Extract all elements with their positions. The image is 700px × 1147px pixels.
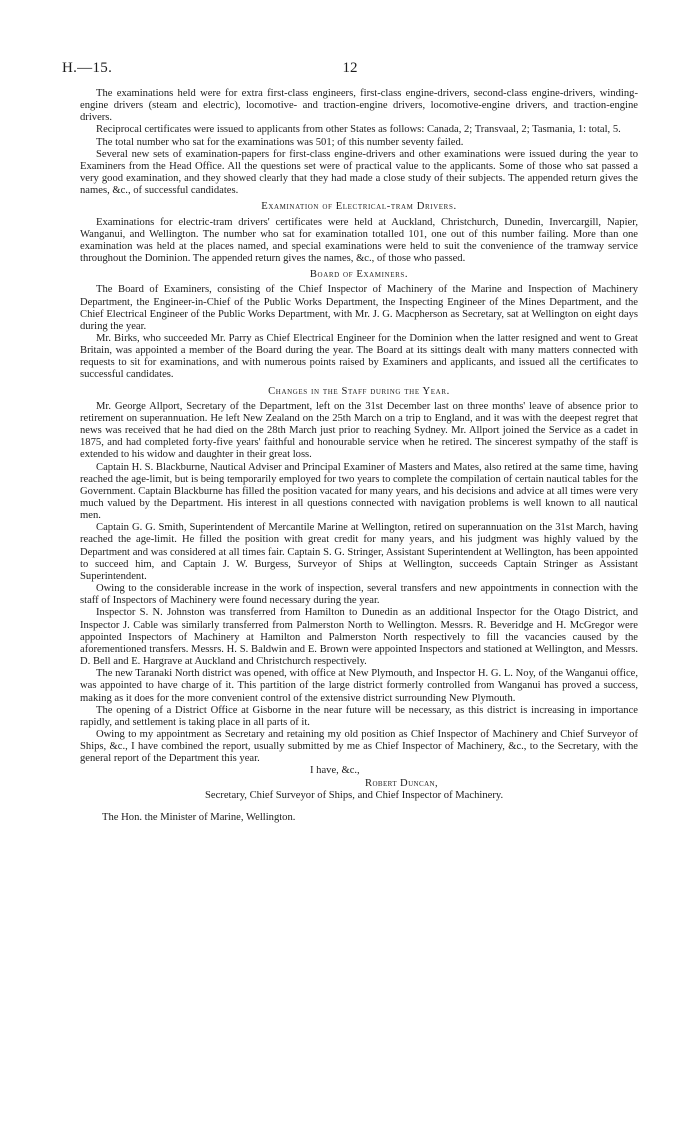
report-body: [80, 88, 638, 824]
paragraph: Examinations for electric-tram drivers' certificates were held at Auckland, Christchurch, Dunedin, Invercargill, Napier, Wanganui, and Wellington. The number who sat for examination totalled 101, one out of this number failing. More than one examination was held at the places named, and special examinations were held to suit the convenience of the tramway service throughout the Dominion. The appended return gives the names, &c., of those who passed.: [80, 216, 638, 265]
paragraph: The examinations held were for extra first-class engineers, first-class engine-drivers, second-class engine-drivers, winding-engine drivers (steam and electric), locomotive- and traction-engine drivers, locomotive-engine drivers, and traction-engine drivers.: [80, 88, 638, 124]
paragraph: Inspector S. N. Johnston was transferred from Hamilton to Dunedin as an additional Inspector for the Otago District, and Inspector J. Cable was similarly transferred from Palmerston North to Wellington. Messrs. R. Beveridge and H. McGregor were appointed Inspectors of Machinery at Hamilton and Palmerston North respectively to fill the vacancies caused by the aforementioned transfers. Messrs. H. S. Baldwin and E. Brown were appointed Inspectors and stationed at Wellington, and Messrs. D. Bell and E. Hargrave at Auckland and Christchurch respectively.: [80, 607, 638, 668]
signature-name: Robert Duncan,: [365, 777, 439, 789]
signature-title: Secretary, Chief Surveyor of Ships, and Chief Inspector of Machinery.: [205, 789, 504, 801]
page-number: 12: [342, 60, 358, 76]
section-heading-tram-drivers: Examination of Electrical-tram Drivers.: [261, 201, 457, 213]
parliamentary-paper-reference: H.—15.: [62, 60, 113, 76]
paragraph: Owing to the considerable increase in the work of inspection, several transfers and new appointments in connection with the staff of Inspectors of Machinery were found necessary during the year.: [80, 583, 638, 607]
paragraph: The opening of a District Office at Gisborne in the near future will be necessary, as this district is increasing in importance rapidly, and settlement is taking place in all parts of it.: [80, 704, 638, 728]
letter-closing: I have, &c.,: [310, 765, 360, 777]
paragraph: The Board of Examiners, consisting of the Chief Inspector of Machinery of the Marine and Inspection of Machinery Department, the Engineer-in-Chief of the Public Works Department, the Inspecting Engineer of the Mines Department, and the Chief Electrical Engineer of the Public Works Department, with Mr. J. G. Macpherson as Secretary, sat at Wellington on eight days during the year.: [80, 284, 638, 332]
section-heading-board-of-examiners: Board of Examiners.: [309, 269, 409, 281]
paragraph: Mr. George Allport, Secretary of the Department, left on the 31st December last on three months' leave of absence prior to retirement on superannuation. He left New Zealand on the 25th March on a trip to England, and it was with the deepest regret that news was received that he had died on the 28th March just prior to reaching Sydney. Mr. Allport joined the Service as a cadet in 1875, and had completed forty-five years' faithful and honourable service when he retired. The sincerest sympathy of the staff is extended to his widow and daughter in their great loss.: [80, 400, 638, 461]
paragraph: Captain G. G. Smith, Superintendent of Mercantile Marine at Wellington, retired on superannuation on the 31st March, having reached the age-limit. He filled the position with great credit for many years, and his judgment was highly valued by the Department and was considered at all times fair. Captain S. G. Stringer, Assistant Superintendent at Wellington, has been appointed to succeed him, and Captain J. W. Burgess, Surveyor of Ships at Wellington, succeeds Captain Stringer as Assistant Superintendent.: [80, 522, 638, 582]
paragraph: Reciprocal certificates were issued to applicants from other States as follows: Canada, 2; Transvaal, 2; Tasmania, 1: total, 5.: [96, 124, 621, 136]
paragraph: Captain H. S. Blackburne, Nautical Adviser and Principal Examiner of Masters and Mates, also retired at the same time, having reached the age-limit, but is being temporarily employed for two years to complete the compilation of certain nautical tables for the Government. Captain Blackburne has filled the position vacated for many years, and his decisions and advice at all times were very much valued by the Department. His interest in all questions connected with navigation problems is well known to all nautical men.: [80, 461, 638, 522]
paragraph: Owing to my appointment as Secretary and retaining my old position as Chief Inspector of Machinery and Chief Surveyor of Ships, &c., I have combined the report, usually submitted by me as Chief Inspector of Machinery, &c., to the Secretary, with the general report of the Department this year.: [80, 728, 638, 765]
paragraph: Several new sets of examination-papers for first-class engine-drivers and other examinations were issued during the year to Examiners from the Head Office. All the questions set were of practical value to the applicants. Some of those who sat passed a very good examination, and they showed clearly that they had made a close study of their subjects. The appended return gives the names, &c., of successful candidates.: [80, 148, 638, 197]
addressee-line: The Hon. the Minister of Marine, Wellington.: [102, 811, 296, 823]
paragraph: The new Taranaki North district was opened, with office at New Plymouth, and Inspector H. G. L. Noy, of the Wanganui office, was appointed to have charge of it. This partition of the large district formerly controlled from Wanganui has proved a success, making as it does for the more convenient control of the extensive district surrounding New Plymouth.: [80, 668, 638, 704]
paragraph: Mr. Birks, who succeeded Mr. Parry as Chief Electrical Engineer for the Dominion when the latter resigned and went to Great Britain, was appointed a member of the Board during the year. The Board at its sittings dealt with many matters connected with requests to sit for examinations, and with numerous points raised by Examiners and applicants, and issued all the certificates to successful candidates.: [80, 332, 638, 381]
paragraph: The total number who sat for the examinations was 501; of this number seventy failed.: [96, 136, 464, 148]
page-header: [62, 60, 638, 82]
section-heading-staff-changes: Changes in the Staff during the Year.: [268, 385, 450, 397]
